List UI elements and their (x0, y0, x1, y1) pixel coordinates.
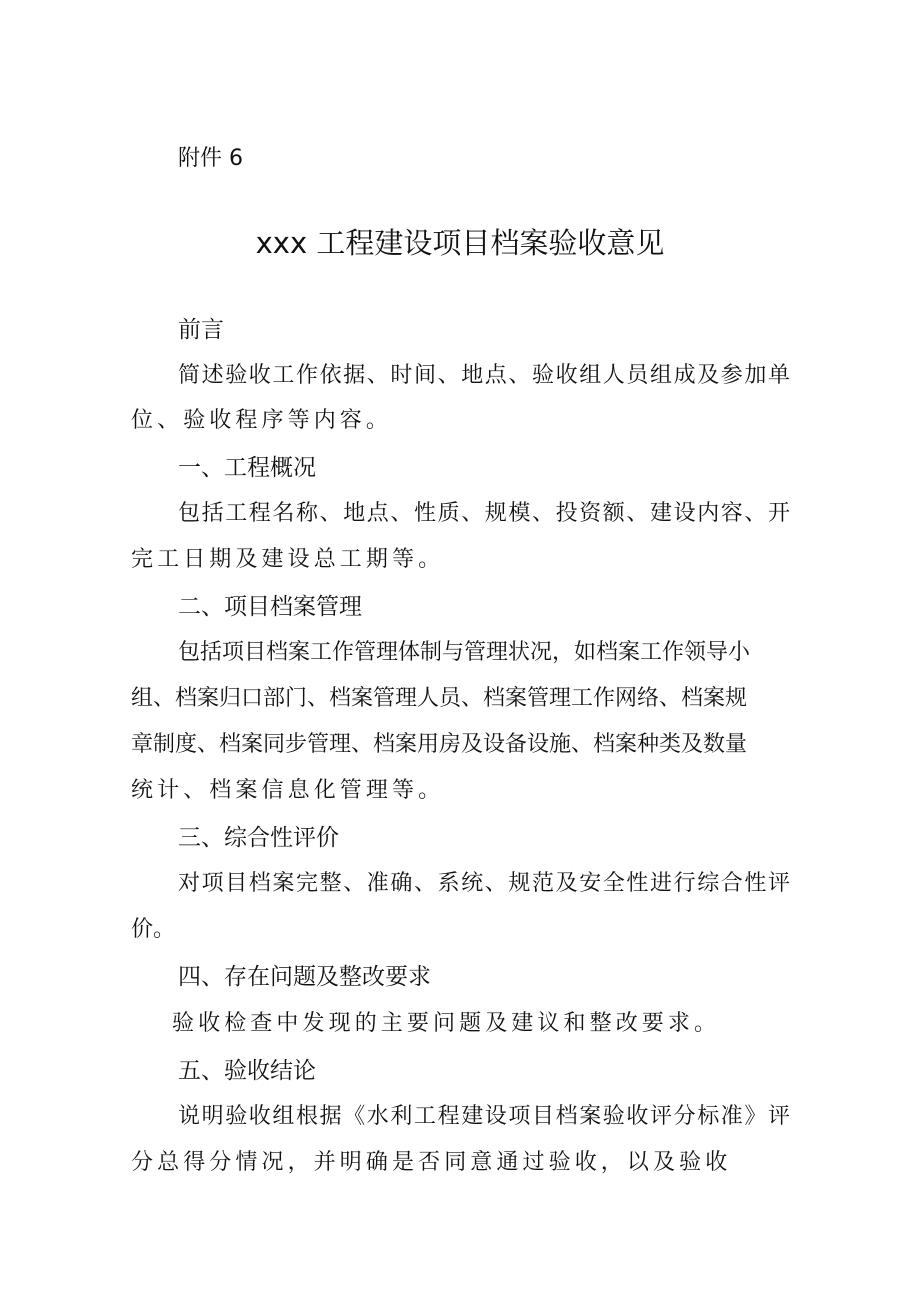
section-heading-project-overview: 一、工程概况 (178, 455, 316, 481)
section-heading-issues-and-rectification: 四、存在问题及整改要求 (178, 964, 431, 990)
section-heading-archive-management: 二、项目档案管理 (178, 594, 362, 620)
paragraph-line: 组、档案归口部门、档案管理人员、档案管理工作网络、档案规 (131, 686, 748, 711)
paragraph-line: 简述验收工作依据、时间、地点、验收组人员组成及参加单 (178, 363, 792, 388)
paragraph-line: 说明验收组根据《水利工程建设项目档案验收评分标准》评 (178, 1104, 792, 1129)
paragraph-line: 对项目档案完整、准确、系统、规范及安全性进行综合性评 (178, 871, 792, 896)
paragraph-line: 章制度、档案同步管理、档案用房及设备设施、档案种类及数量 (131, 732, 748, 757)
paragraph-line: 包括工程名称、地点、性质、规模、投资额、建设内容、开 (178, 501, 792, 526)
attachment-label: 附件 6 (178, 146, 243, 171)
paragraph-line: 包括项目档案工作管理体制与管理状况，如档案工作领导小 (178, 640, 751, 665)
paragraph-line: 分总得分情况，并明确是否同意通过验收，以及验收 (131, 1150, 732, 1175)
paragraph-line: 位、验收程序等内容。 (131, 408, 393, 433)
section-heading-comprehensive-evaluation: 三、综合性评价 (178, 825, 339, 851)
document-title: xxx 工程建设项目档案验收意见 (255, 226, 665, 260)
paragraph-line: 完工日期及建设总工期等。 (131, 547, 445, 572)
paragraph-line: 统计、档案信息化管理等。 (131, 778, 445, 803)
paragraph-line: 价。 (131, 917, 176, 942)
section-heading-preface: 前言 (178, 317, 224, 343)
paragraph-line: 验收检查中发现的主要问题及建议和整改要求。 (172, 1011, 721, 1036)
section-heading-acceptance-conclusion: 五、验收结论 (178, 1058, 316, 1084)
